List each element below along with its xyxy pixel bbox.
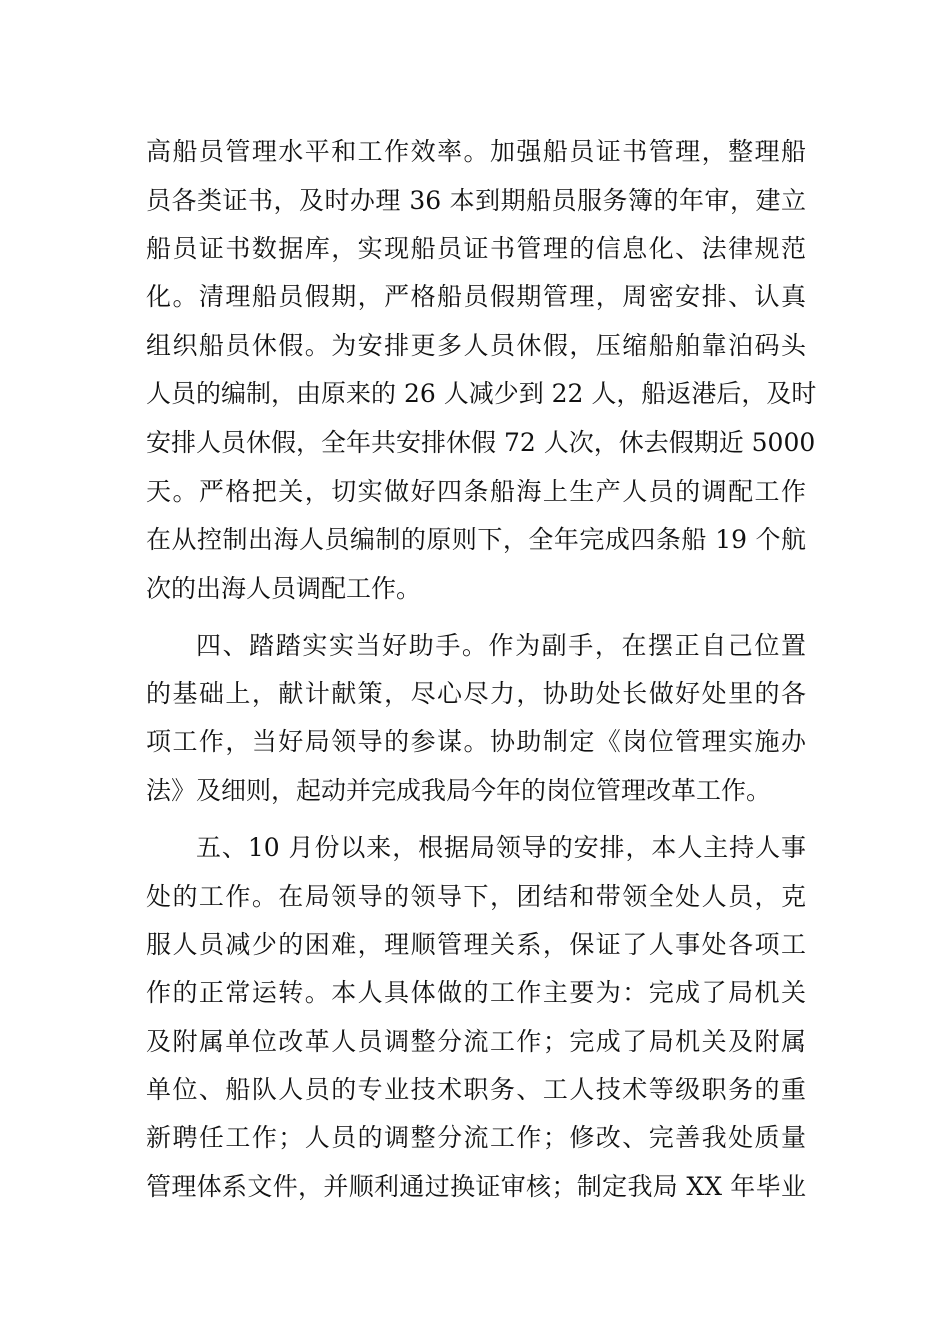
text-line: 组织船员休假。为安排更多人员休假，压缩船舶靠泊码头 [146, 331, 806, 360]
text-line: 单位、船队人员的专业技术职务、工人技术等级职务的重 [146, 1075, 806, 1104]
text-line: 服人员减少的困难，理顺管理关系，保证了人事处各项工 [146, 930, 806, 959]
text-line: 及附属单位改革人员调整分流工作；完成了局机关及附属 [146, 1027, 806, 1056]
text-line: 安排人员休假，全年共安排休假 72 人次，休去假期近 5000 [146, 428, 816, 457]
text-line: 天。严格把关，切实做好四条船海上生产人员的调配工作 [146, 477, 806, 506]
paragraph-5-first-line: 五、10 月份以来，根据局领导的安排，本人主持人事 [196, 833, 806, 862]
text-line: 法》及细则，起动并完成我局今年的岗位管理改革工作。 [146, 776, 772, 805]
text-line: 处的工作。在局领导的领导下，团结和带领全处人员，克 [146, 882, 806, 911]
text-line: 人员的编制，由原来的 26 人减少到 22 人，船返港后，及时 [146, 379, 817, 408]
text-line: 的基础上，献计献策，尽心尽力，协助处长做好处里的各 [146, 679, 806, 708]
text-line: 作的正常运转。本人具体做的工作主要为：完成了局机关 [146, 978, 806, 1007]
paragraph-4-first-line: 四、踏踏实实当好助手。作为副手，在摆正自己位置 [196, 631, 806, 660]
text-line: 高船员管理水平和工作效率。加强船员证书管理，整理船 [146, 137, 806, 166]
text-line: 员各类证书，及时办理 36 本到期船员服务簿的年审，建立 [146, 186, 806, 215]
text-line: 化。清理船员假期，严格船员假期管理，周密安排、认真 [146, 282, 806, 311]
text-line: 在从控制出海人员编制的原则下，全年完成四条船 19 个航 [146, 525, 806, 554]
text-line: 次的出海人员调配工作。 [146, 574, 422, 603]
text-line: 项工作，当好局领导的参谋。协助制定《岗位管理实施办 [146, 727, 806, 756]
text-line: 新聘任工作；人员的调整分流工作；修改、完善我处质量 [146, 1123, 806, 1152]
text-line: 船员证书数据库，实现船员证书管理的信息化、法律规范 [146, 234, 806, 263]
text-line: 管理体系文件，并顺利通过换证审核；制定我局 XX 年毕业 [146, 1172, 806, 1201]
